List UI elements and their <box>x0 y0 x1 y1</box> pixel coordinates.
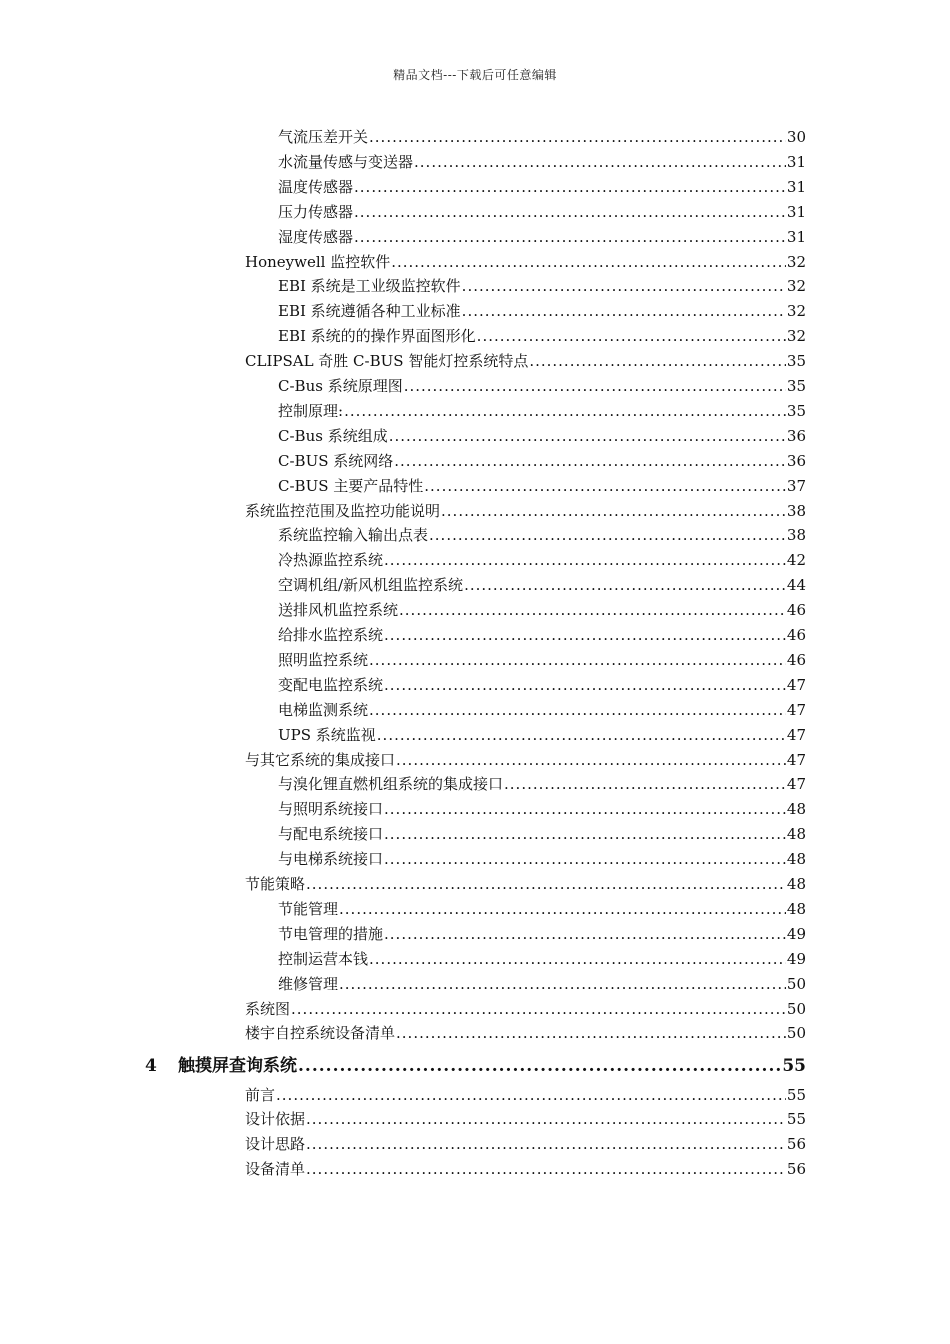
toc-entry[interactable] <box>278 548 806 572</box>
toc-page-number: 31 <box>786 152 806 171</box>
toc-entry[interactable] <box>278 648 806 672</box>
toc-entry-title: 与照明系统接口 <box>278 800 384 819</box>
toc-entry[interactable] <box>278 573 806 597</box>
toc-dot-leader <box>306 1132 786 1156</box>
toc-dot-leader <box>462 274 786 298</box>
toc-page-number: 48 <box>786 825 806 844</box>
toc-entry-title: C-Bus 系统原理图 <box>278 377 403 395</box>
toc-entry-title: 与配电系统接口 <box>278 825 384 844</box>
toc-page-number: 37 <box>786 476 806 495</box>
toc-entry[interactable] <box>278 922 806 946</box>
toc-dot-leader <box>384 822 786 846</box>
toc-entry-title: 变配电监控系统 <box>278 675 384 694</box>
toc-entry-title: 触摸屏查询系统 <box>178 1056 297 1077</box>
toc-entry-title: 控制原理: <box>278 401 344 420</box>
toc-entry[interactable] <box>278 299 806 323</box>
toc-entry-title: 系统监控范围及监控功能说明 <box>245 501 441 520</box>
toc-entry-title: 节能策略 <box>245 875 306 893</box>
toc-entry[interactable] <box>278 698 806 722</box>
toc-page-number: 32 <box>786 252 806 271</box>
toc-entry[interactable] <box>245 1021 806 1045</box>
toc-entry[interactable] <box>245 1083 806 1107</box>
toc-dot-leader <box>377 723 786 747</box>
toc-entry-title: 气流压差开关 <box>278 128 369 146</box>
toc-dot-leader <box>396 1021 786 1045</box>
toc-entry[interactable] <box>278 399 806 423</box>
toc-dot-leader <box>396 748 786 772</box>
toc-page-number: 36 <box>786 451 806 470</box>
toc-entry-title: 系统监控输入输出点表 <box>278 526 429 545</box>
toc-page-number: 47 <box>786 700 806 719</box>
toc-dot-leader <box>394 449 786 473</box>
toc-dot-leader <box>389 424 786 448</box>
toc-entry[interactable] <box>245 349 806 373</box>
toc-chapter-number: 4 <box>145 1056 157 1077</box>
toc-page-number: 32 <box>786 302 806 321</box>
toc-entry[interactable] <box>278 474 806 498</box>
toc-entry-title: 前言 <box>245 1086 276 1105</box>
toc-entry[interactable] <box>278 150 806 174</box>
toc-entry-title: 压力传感器 <box>278 202 354 221</box>
toc-entry[interactable] <box>278 797 806 821</box>
toc-dot-leader <box>477 324 786 348</box>
toc-dot-leader <box>384 847 786 871</box>
toc-entry[interactable] <box>278 424 806 448</box>
toc-page-number: 46 <box>786 650 806 669</box>
toc-entry-title: 楼宇自控系统设备清单 <box>245 1024 396 1043</box>
toc-entry[interactable] <box>278 225 806 249</box>
toc-dot-leader <box>276 1083 786 1107</box>
toc-entry-title: 给排水监控系统 <box>278 626 384 644</box>
toc-dot-leader <box>529 349 786 373</box>
toc-entry[interactable] <box>245 997 806 1021</box>
toc-dot-leader <box>306 872 786 896</box>
toc-page-number: 35 <box>786 352 806 371</box>
toc-entry[interactable] <box>278 274 806 298</box>
toc-entry-title: 节电管理的措施 <box>278 924 384 943</box>
toc-page-number: 50 <box>786 974 806 993</box>
toc-page-number: 35 <box>786 401 806 420</box>
toc-page-number: 47 <box>786 775 806 794</box>
toc-entry[interactable] <box>245 499 806 523</box>
toc-dot-leader <box>339 972 786 996</box>
toc-dot-leader <box>298 1051 781 1081</box>
toc-dot-leader <box>399 598 786 622</box>
toc-page-number: 50 <box>786 999 806 1018</box>
toc-dot-leader <box>404 374 786 398</box>
toc-entry-title: 与其它系统的集成接口 <box>245 750 396 769</box>
toc-entry[interactable] <box>278 374 806 398</box>
toc-page-number: 48 <box>786 850 806 869</box>
toc-entry-title: 温度传感器 <box>278 177 354 196</box>
toc-entry-title: C-Bus 系统组成 <box>278 426 388 445</box>
toc-dot-leader <box>369 125 786 149</box>
toc-page-number: 31 <box>786 177 806 196</box>
toc-dot-leader <box>464 573 786 597</box>
toc-entry[interactable] <box>278 947 806 971</box>
toc-page-number: 48 <box>786 875 806 893</box>
toc-entry-title: EBI 系统是工业级监控软件 <box>278 277 461 296</box>
toc-dot-leader <box>369 698 786 722</box>
toc-entry-title: 冷热源监控系统 <box>278 551 384 570</box>
toc-entry-title: Honeywell 监控软件 <box>245 252 391 271</box>
toc-entry-title: 与溴化锂直燃机组系统的集成接口 <box>278 775 504 794</box>
toc-dot-leader <box>306 1107 786 1131</box>
toc-dot-leader <box>354 225 786 249</box>
toc-dot-leader <box>391 250 786 274</box>
toc-entry-title: C-BUS 主要产品特性 <box>278 476 424 495</box>
toc-entry[interactable] <box>278 598 806 622</box>
toc-entry-title: 水流量传感与变送器 <box>278 152 414 171</box>
toc-entry[interactable] <box>278 200 806 224</box>
toc-dot-leader <box>291 997 786 1021</box>
toc-page-number: 46 <box>786 626 806 644</box>
toc-page-number: 50 <box>786 1024 806 1043</box>
toc-page-number: 56 <box>786 1160 806 1179</box>
toc-entry-title: C-BUS 系统网络 <box>278 451 394 470</box>
toc-entry[interactable] <box>278 972 806 996</box>
toc-entry-title: 设计依据 <box>245 1110 306 1129</box>
toc-page-number: 38 <box>786 501 806 520</box>
toc-page-number: 35 <box>786 377 806 395</box>
toc-page-number: 55 <box>786 1086 806 1105</box>
toc-entry-title: 系统图 <box>245 999 291 1018</box>
toc-entry-title: EBI 系统的的操作界面图形化 <box>278 327 476 346</box>
toc-dot-leader <box>354 175 786 199</box>
toc-dot-leader <box>504 772 786 796</box>
toc-entry[interactable] <box>278 822 806 846</box>
toc-entry-title: UPS 系统监视 <box>278 725 376 744</box>
toc-entry[interactable] <box>278 523 806 547</box>
toc-page-number: 48 <box>786 800 806 819</box>
toc-entry-title: EBI 系统遵循各种工业标准 <box>278 302 461 321</box>
toc-entry[interactable] <box>245 1107 806 1131</box>
toc-page-number: 47 <box>786 750 806 769</box>
toc-page-number: 48 <box>786 899 806 918</box>
toc-dot-leader <box>414 150 786 174</box>
page-header: 精品文档---下载后可任意编辑 <box>393 68 557 82</box>
toc-page-number: 36 <box>786 426 806 445</box>
toc-dot-leader <box>339 897 786 921</box>
toc-entry[interactable] <box>278 723 806 747</box>
toc-page-number: 32 <box>786 327 806 346</box>
toc-entry[interactable] <box>278 897 806 921</box>
toc-dot-leader <box>384 548 786 572</box>
toc-dot-leader <box>354 200 786 224</box>
toc-page-number: 38 <box>786 526 806 545</box>
toc-page-number: 31 <box>786 202 806 221</box>
toc-dot-leader <box>384 673 786 697</box>
toc-page-number: 44 <box>786 576 806 595</box>
toc-dot-leader <box>462 299 786 323</box>
toc-page-number: 55 <box>786 1110 806 1129</box>
toc-page-number: 31 <box>786 227 806 246</box>
toc-entry[interactable] <box>245 250 806 274</box>
toc-entry-title: 湿度传感器 <box>278 227 354 246</box>
toc-entry[interactable] <box>278 175 806 199</box>
toc-entry[interactable] <box>245 748 806 772</box>
toc-entry-title: 空调机组/新风机组监控系统 <box>278 576 464 595</box>
toc-page-number: 49 <box>786 924 806 943</box>
toc-entry-title: 送排风机监控系统 <box>278 601 399 620</box>
toc-entry[interactable] <box>278 125 806 149</box>
toc-page-number: 49 <box>786 949 806 968</box>
toc-page-number: 46 <box>786 601 806 620</box>
toc-entry[interactable] <box>278 324 806 348</box>
toc-entry[interactable] <box>245 1157 806 1181</box>
toc-page-number: 47 <box>786 725 806 744</box>
toc-page-number: 32 <box>786 277 806 296</box>
toc-entry[interactable] <box>245 872 806 896</box>
toc-entry-title: CLIPSAL 奇胜 C-BUS 智能灯控系统特点 <box>245 352 529 371</box>
toc-entry-title: 设备清单 <box>245 1160 306 1179</box>
toc-dot-leader <box>424 474 786 498</box>
toc-entry[interactable] <box>278 449 806 473</box>
toc-page-number: 42 <box>786 551 806 570</box>
toc-entry[interactable] <box>245 1132 806 1156</box>
toc-chapter-entry[interactable] <box>145 1051 806 1081</box>
toc-dot-leader <box>384 797 786 821</box>
toc-entry-title: 维修管理 <box>278 974 339 993</box>
toc-dot-leader <box>441 499 786 523</box>
toc-dot-leader <box>429 523 786 547</box>
toc-dot-leader <box>369 947 786 971</box>
toc-page-number: 56 <box>786 1135 806 1154</box>
toc-entry[interactable] <box>278 772 806 796</box>
toc-entry[interactable] <box>278 623 806 647</box>
toc-entry-title: 电梯监测系统 <box>278 700 369 719</box>
toc-page-number: 55 <box>782 1056 806 1077</box>
toc-entry[interactable] <box>278 847 806 871</box>
toc-dot-leader <box>344 399 786 423</box>
toc-dot-leader <box>384 922 786 946</box>
toc-page-number: 30 <box>786 128 806 146</box>
toc-entry-title: 设计思路 <box>245 1135 306 1154</box>
toc-entry-title: 节能管理 <box>278 899 339 918</box>
toc-dot-leader <box>369 648 786 672</box>
toc-dot-leader <box>306 1157 786 1181</box>
toc-page-number: 47 <box>786 675 806 694</box>
toc-entry-title: 控制运营本钱 <box>278 949 369 968</box>
toc-entry-title: 照明监控系统 <box>278 650 369 669</box>
toc-entry[interactable] <box>278 673 806 697</box>
toc-entry-title: 与电梯系统接口 <box>278 850 384 869</box>
toc-dot-leader <box>384 623 786 647</box>
